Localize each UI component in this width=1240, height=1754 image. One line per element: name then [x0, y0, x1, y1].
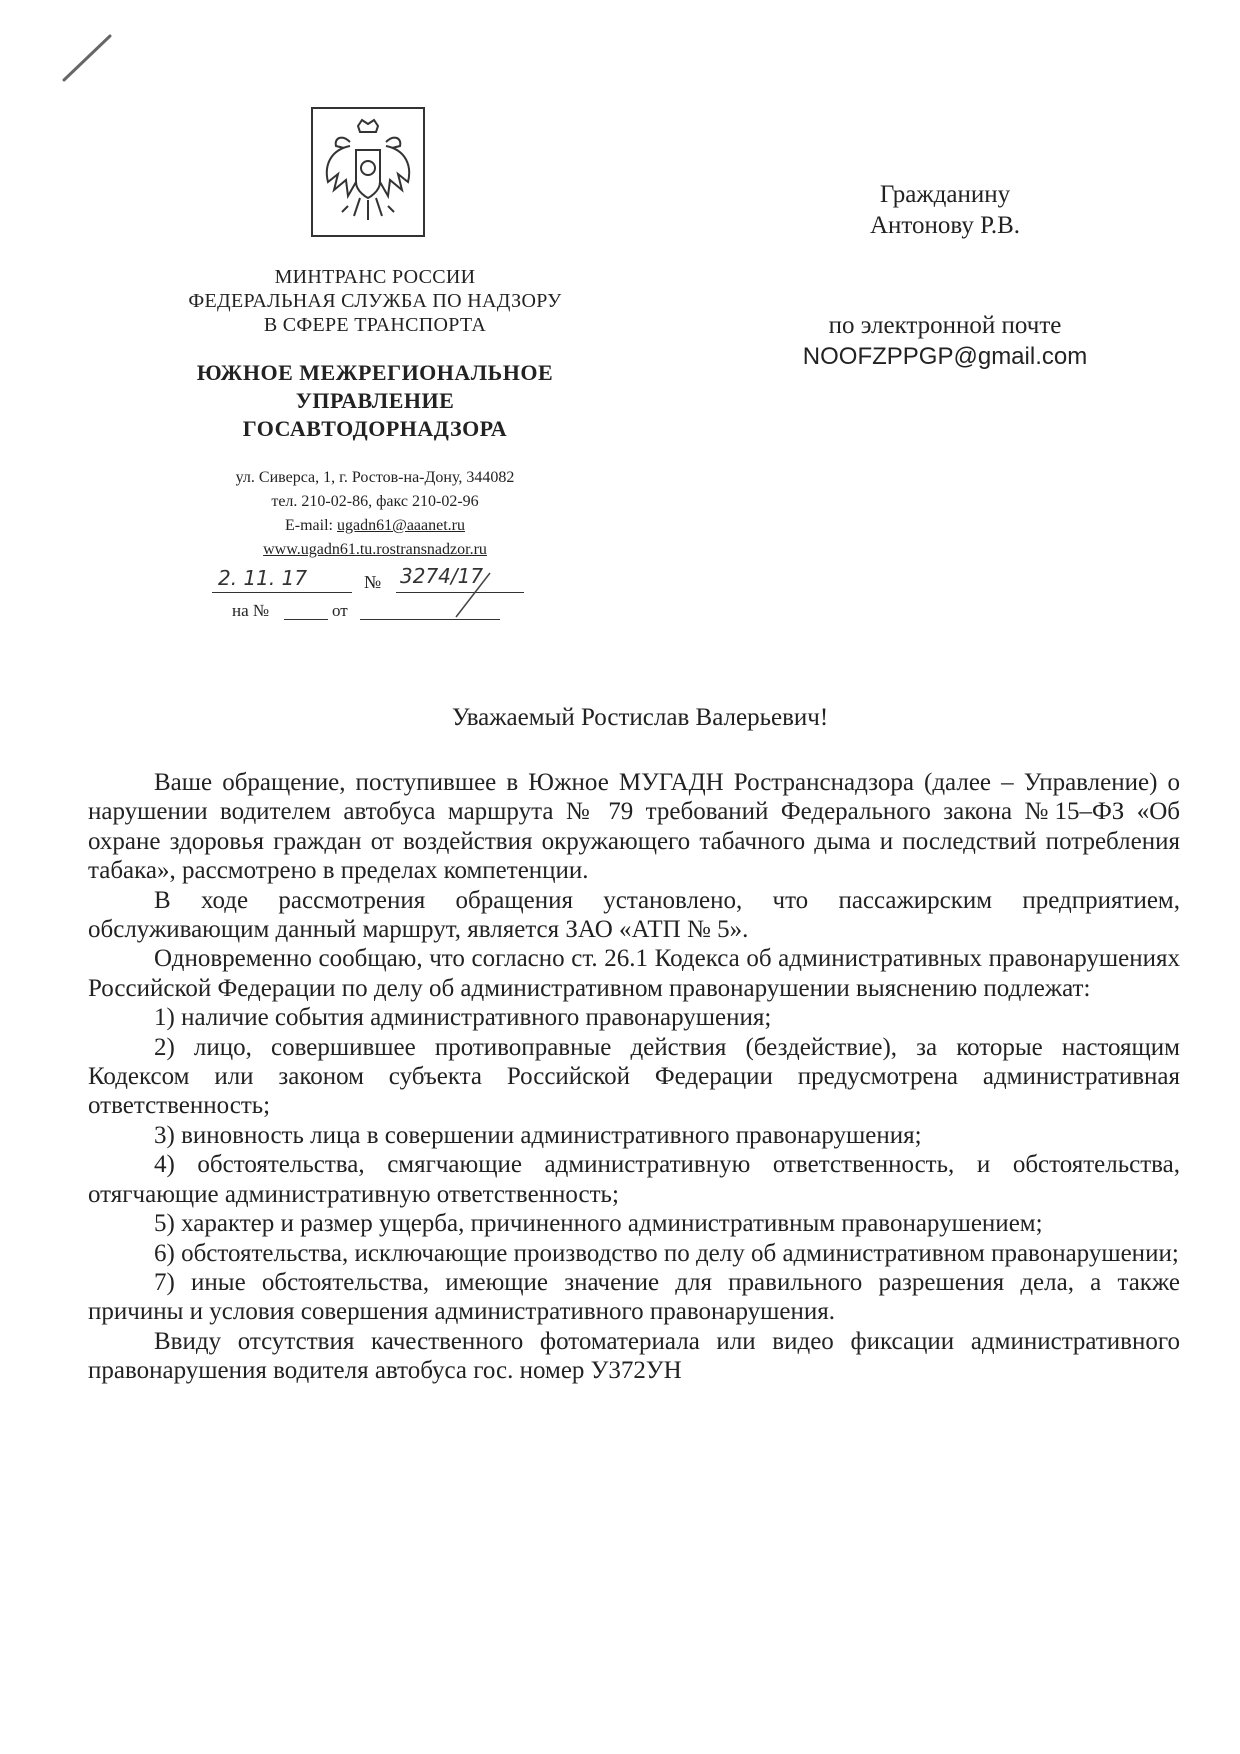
delivery-block: [780, 310, 1110, 372]
handwritten-date: 2. 11. 17: [218, 566, 308, 590]
paragraph-final: Ввиду отсутствия качественного фотоматериала или видео фиксации административного правонарушения водителя автобуса гос. номер У372УН: [88, 1327, 1180, 1385]
org-line-3: В СФЕРЕ ТРАНСПОРТА: [263, 314, 487, 336]
addressee-line-1: Гражданину: [879, 181, 1011, 208]
handwritten-number: 3274/17: [400, 564, 484, 588]
email-label: E-mail:: [285, 517, 337, 534]
number-label: №: [364, 572, 382, 592]
website-link[interactable]: www.ugadn61.tu.rostransnadzor.ru: [263, 541, 487, 558]
dept-line-2: УПРАВЛЕНИЕ: [295, 388, 455, 413]
list-item-1: 1) наличие события административного правонарушения;: [154, 1004, 772, 1032]
paragraph-1: Ваше обращение, поступившее в Южное МУГАДН Ространснадзора (далее – Управление) о нарушении водителем автобуса маршрута № 79 требований Федерального закона №15–ФЗ «Об охране здоровья граждан от воздействия окружающего табачного дыма и последствий потребления табака», рассмотрено в пределах компетенции.: [88, 769, 1180, 885]
list-item-7: 7) иные обстоятельства, имеющие значение для правильного разрешения дела, а также причины и условия совершения административного правонарушения.: [88, 1268, 1180, 1326]
org-line-1: МИНТРАНС РОССИИ: [274, 266, 476, 288]
paragraph-3: Одновременно сообщаю, что согласно ст. 26.1 Кодекса об административных правонарушениях Российской Федерации по делу об административном правонарушении выяснению подлежат:: [88, 945, 1180, 1002]
org-line-2: ФЕДЕРАЛЬНАЯ СЛУЖБА ПО НАДЗОРУ: [188, 290, 562, 312]
addressee-email: NOOFZPPGP@gmail.com: [802, 343, 1088, 370]
email-link[interactable]: ugadn61@aaanet.ru: [336, 517, 465, 534]
list-item-6: 6) обстоятельства, исключающие производство по делу об административном правонарушении;: [154, 1239, 1179, 1267]
list-item-4: 4) обстоятельства, смягчающие административную ответственность, и обстоятельства, отягчающие административную ответственность;: [88, 1151, 1180, 1208]
pen-stroke-mark: [62, 30, 122, 90]
delivery-method: по электронной почте: [828, 312, 1062, 339]
department-block: [150, 359, 600, 443]
salutation: Уважаемый Ростислав Валерьевич!: [451, 704, 829, 731]
phone-fax: тел. 210-02-86, факс 210-02-96: [271, 493, 479, 510]
dept-line-1: ЮЖНОЕ МЕЖРЕГИОНАЛЬНОЕ: [196, 360, 554, 385]
ref-from-blank: [360, 619, 500, 620]
emblem-frame: [311, 107, 425, 237]
ref-number-blank: [284, 619, 328, 620]
email-line: [150, 514, 600, 538]
organisation-block: [150, 265, 600, 337]
list-item-2: 2) лицо, совершившее противоправные действия (бездействие), за которые настоящим Кодексом или законом субъекта Российской Федерации предусмотрена административная ответственность;: [88, 1033, 1180, 1120]
slash-mark: [454, 571, 494, 619]
coat-of-arms-icon: [320, 116, 416, 228]
paragraph-2: В ходе рассмотрения обращения установлено, что пассажирским предприятием, обслуживающим данный маршрут, является ЗАО «АТП № 5».: [88, 886, 1180, 944]
reference-line: [232, 601, 522, 627]
dept-line-3: ГОСАВТОДОРНАДЗОРА: [242, 416, 508, 441]
list-item-3: 3) виновность лица в совершении административного правонарушения;: [154, 1121, 922, 1149]
contacts-block: [150, 466, 600, 562]
list-item-5: 5) характер и размер ущерба, причиненного административным правонарушением;: [154, 1210, 1043, 1238]
date-underline: [212, 592, 352, 593]
letter-body: [88, 768, 1180, 1386]
addressee-name: Антонову Р.В.: [869, 212, 1021, 239]
ref-from-label: от: [332, 601, 348, 620]
addressee-block: [780, 179, 1110, 241]
ref-number-label: на №: [232, 601, 270, 620]
postal-address: ул. Сиверса, 1, г. Ростов-на-Дону, 344082: [235, 469, 515, 486]
